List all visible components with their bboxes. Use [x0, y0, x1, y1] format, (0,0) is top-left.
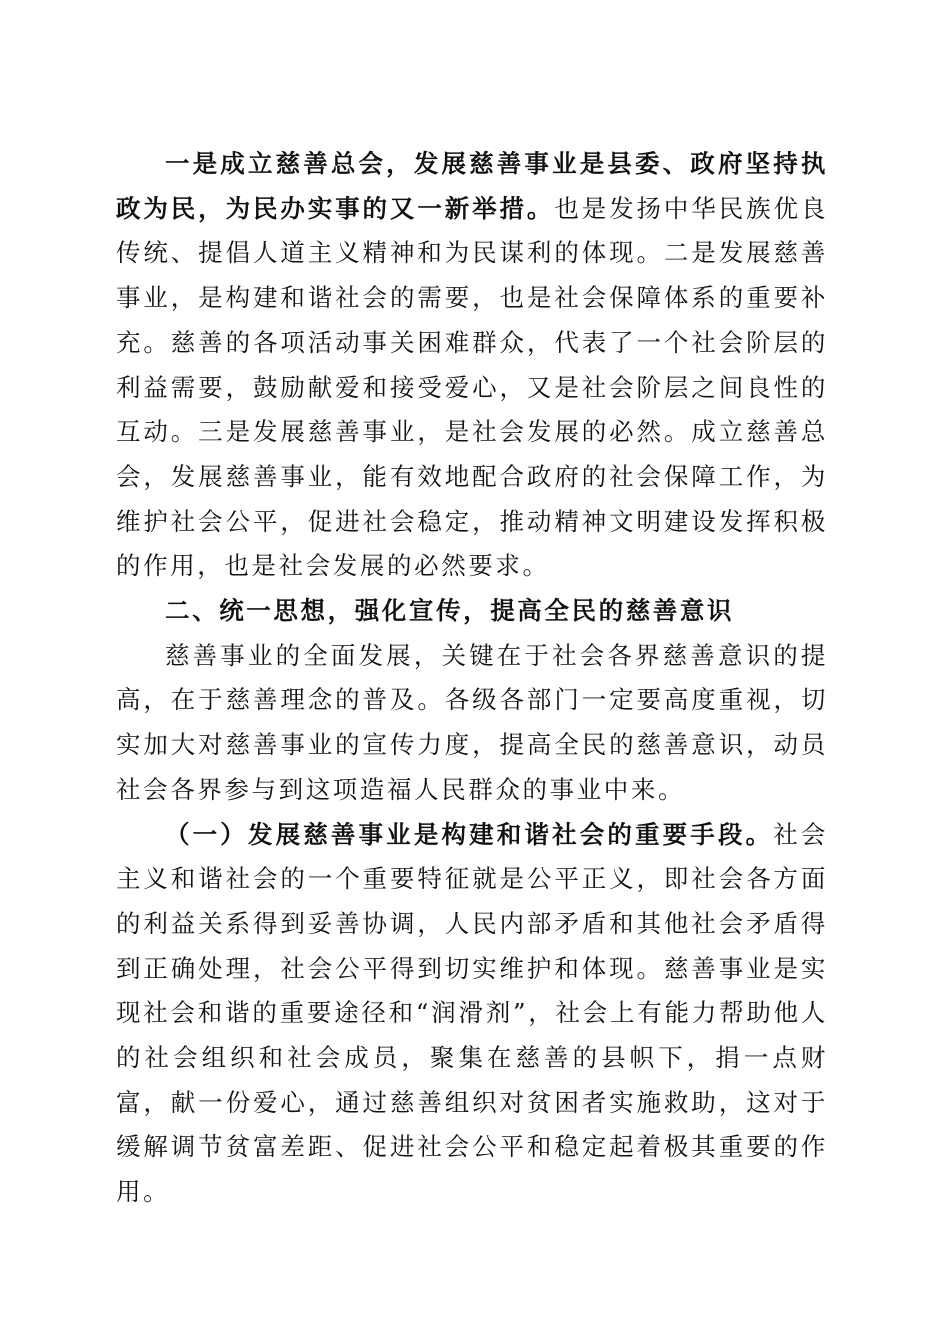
paragraph-1-body: 也是发扬中华民族优良传统、提倡人道主义精神和为民谋利的体现。二是发展慈善事业，是构建和谐社会的需要，也是社会保障体系的重要补充。慈善的各项活动事关困难群众，代表了一个社会阶层的利益需要，鼓励献爱和接受爱心，又是社会阶层之间良性的互动。三是发展慈善事业，是社会发展的必然。成立慈善总会，发展慈善事业，能有效地配合政府的社会保障工作，为维护社会公平，促进社会稳定，推动精神文明建设发挥积极的作用，也是社会发展的必然要求。 — [116, 193, 828, 581]
section-heading-2: 二、统一思想，强化宣传，提高全民的慈善意识 — [165, 596, 735, 626]
paragraph-2: 慈善事业的全面发展，关键在于社会各界慈善意识的提高，在于慈善理念的普及。各级各部门一定要高度重视，切实加大对慈善事业的宣传力度，提高全民的慈善意识，动员社会各界参与到这项造福人民群众的事业中来。 — [116, 640, 828, 804]
paragraph-3 — [116, 813, 828, 1215]
paragraph-1-lead: 一是成立慈善总会，发展慈善事业是县委、政府坚持执政为民，为民办实事的又一新举措。 — [116, 149, 828, 223]
paragraph-1 — [116, 142, 828, 589]
document-body — [116, 142, 828, 1215]
paragraph-3-body: 社会主义和谐社会的一个重要特征就是公平正义，即社会各方面的利益关系得到妥善协调，人民内部矛盾和其他社会矛盾得到正确处理，社会公平得到切实维护和体现。慈善事业是实现社会和谐的重要途径和“润滑剂”，社会上有能力帮助他人的社会组织和社会成员，聚集在慈善的县帜下，捐一点财富，献一份爱心，通过慈善组织对贫困者实施救助，这对于缓解调节贫富差距、促进社会公平和稳定起着极其重要的作用。 — [116, 819, 828, 1207]
paragraph-3-lead: （一）发展慈善事业是构建和谐社会的重要手段。 — [165, 819, 774, 849]
